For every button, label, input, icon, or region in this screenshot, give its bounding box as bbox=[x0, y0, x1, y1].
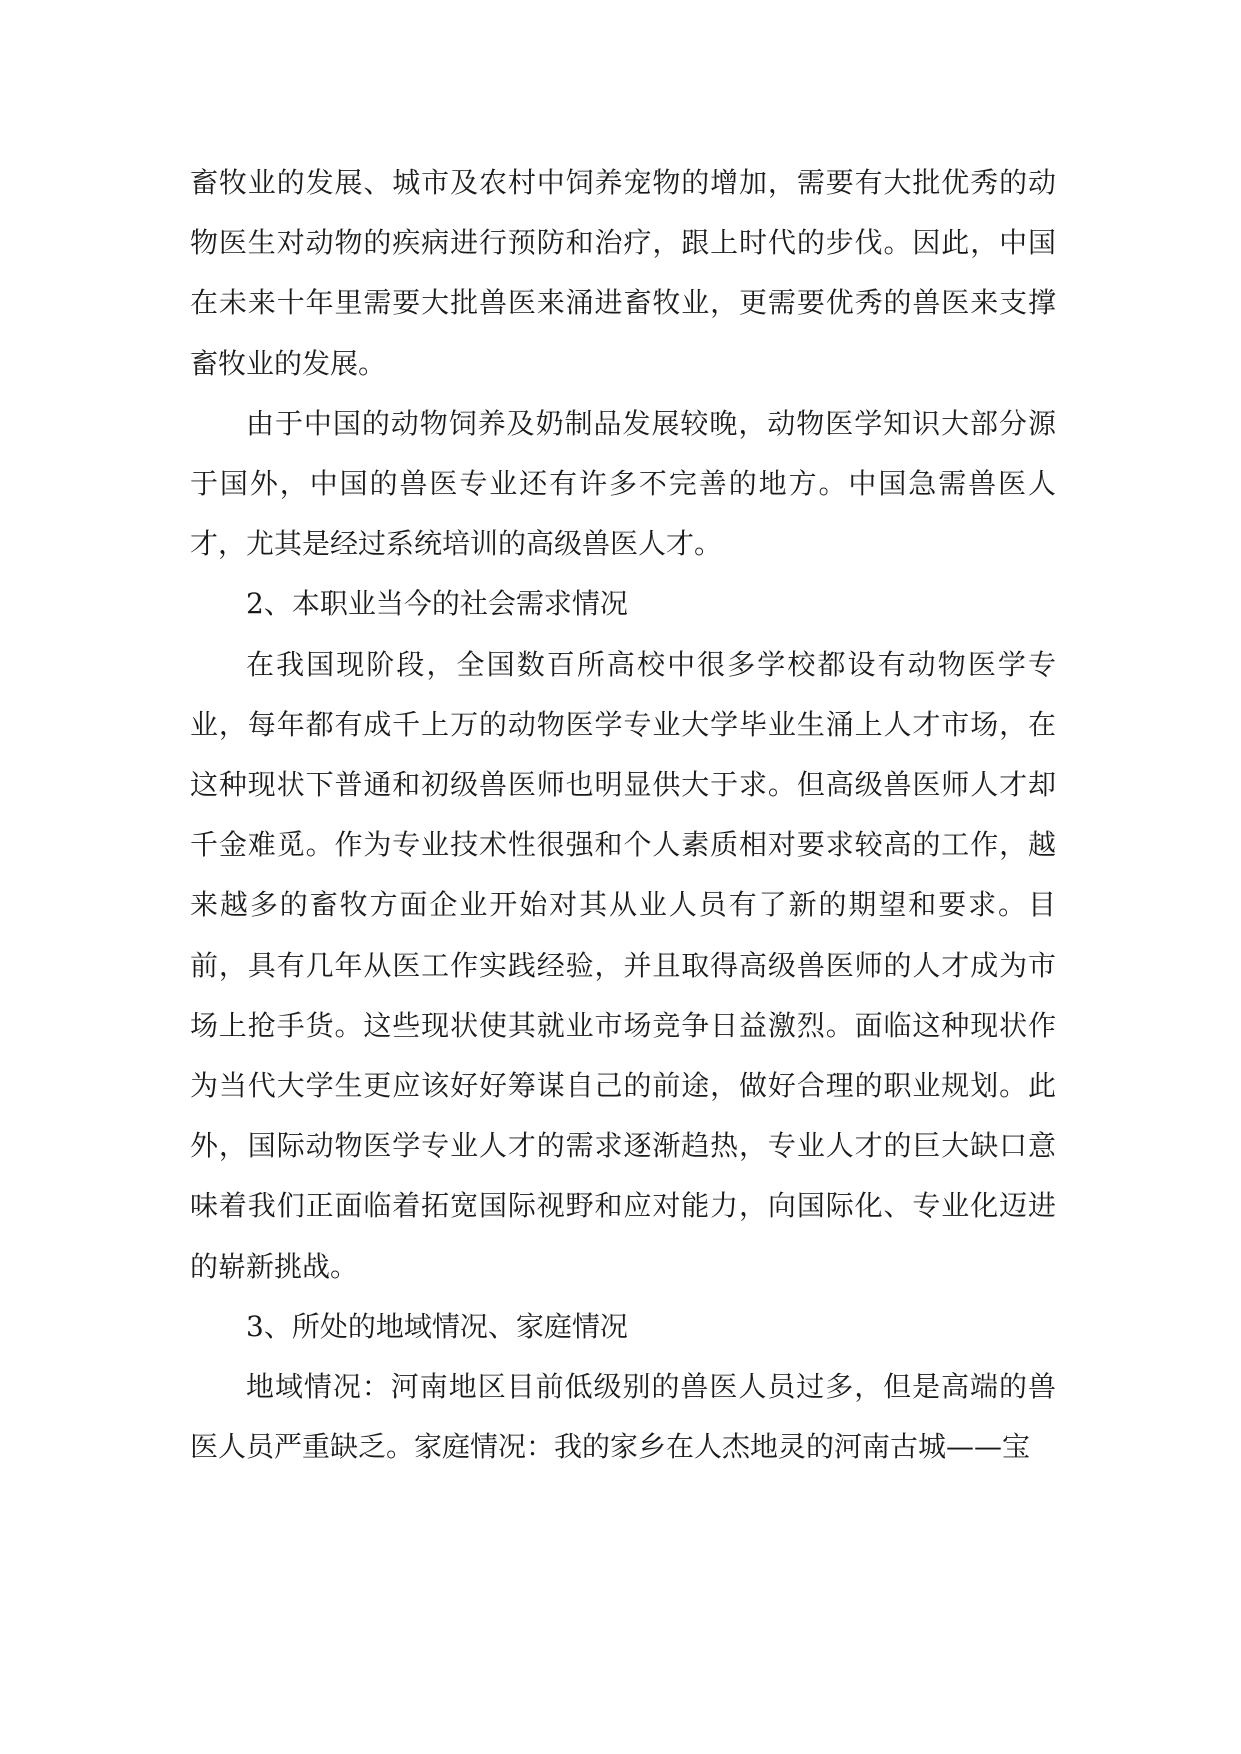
paragraph-region-family: 地域情况：河南地区目前低级别的兽医人员过多，但是高端的兽医人员严重缺乏。家庭情况：我的家乡在人杰地灵的河南古城——宝 bbox=[190, 1370, 1056, 1464]
paragraph-livestock-development: 畜牧业的发展、城市及农村中饲养宠物的增加，需要有大批优秀的动物医生对动物的疾病进行预防和治疗，跟上时代的步伐。因此，中国在未来十年里需要大批兽医来涌进畜牧业，更需要优秀的兽医来支撑畜牧业的发展。 bbox=[190, 166, 1056, 380]
paragraph-talent-shortage: 由于中国的动物饲养及奶制品发展较晚，动物医学知识大部分源于国外，中国的兽医专业还有许多不完善的地方。中国急需兽医人才，尤其是经过系统培训的高级兽医人才。 bbox=[190, 406, 1056, 561]
section-heading-social-demand: 2、本职业当今的社会需求情况 bbox=[246, 587, 628, 621]
paragraph-social-demand: 在我国现阶段，全国数百所高校中很多学校都设有动物医学专业，每年都有成千上万的动物医学专业大学毕业生涌上人才市场，在这种现状下普通和初级兽医师也明显供大于求。但高级兽医师人才却千金难觅。作为专业技术性很强和个人素质相对要求较高的工作，越来越多的畜牧方面企业开始对其从业人员有了新的期望和要求。目前，具有几年从医工作实践经验，并且取得高级兽医师的人才成为市场上抢手货。这些现状使其就业市场竞争日益激烈。面临这种现状作为当代大学生更应该好好筹谋自己的前途，做好合理的职业规划。此外，国际动物医学专业人才的需求逐渐趋热，专业人才的巨大缺口意味着我们正面临着拓宽国际视野和应对能力，向国际化、专业化迈进的崭新挑战。 bbox=[190, 647, 1056, 1283]
section-heading-region-family: 3、所处的地域情况、家庭情况 bbox=[246, 1309, 628, 1343]
document-body bbox=[190, 153, 1056, 1477]
